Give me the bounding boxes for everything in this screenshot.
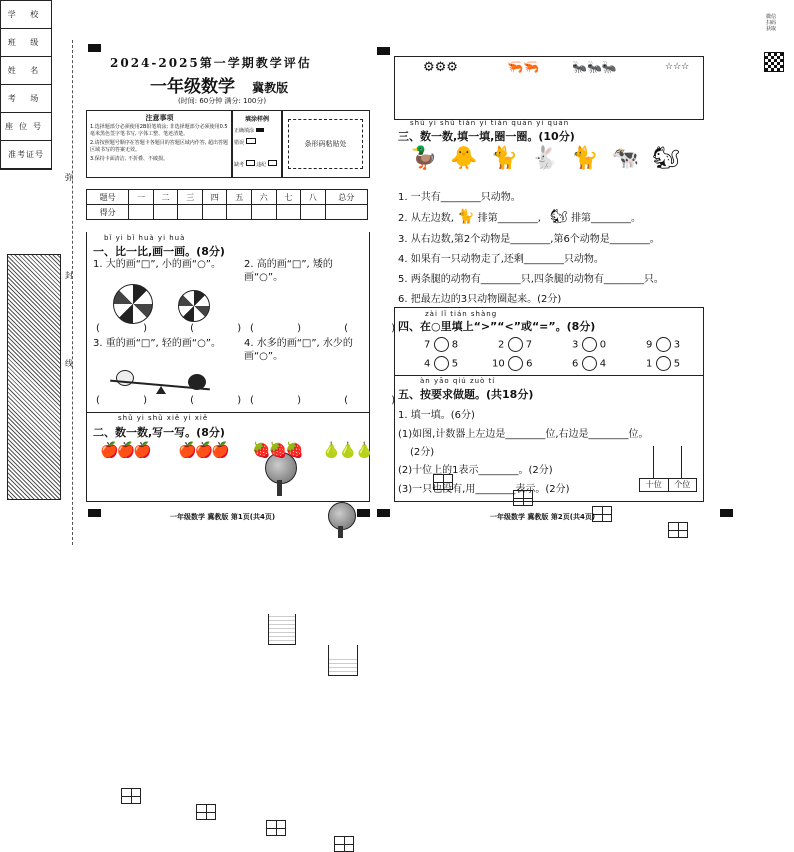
violation-box[interactable] xyxy=(268,160,277,166)
exam-title: 2024-2025第一学期教学评估 xyxy=(110,56,312,70)
compare-circle[interactable] xyxy=(656,356,671,371)
q3-text: 3. 重的画“□”, 轻的画“○”。 xyxy=(93,338,221,349)
compare-item: 7 8 xyxy=(424,337,458,352)
score-cell[interactable] xyxy=(202,205,227,220)
compare-circle[interactable] xyxy=(656,337,671,352)
edition-label: 冀教版 xyxy=(252,81,289,95)
s3-q2 xyxy=(398,209,641,225)
fruit-group-3: 🍓🍓🍓 xyxy=(252,441,303,459)
q1-answer-brackets[interactable]: ( ) ( ) xyxy=(96,323,262,334)
s3-q4: 4. 如果有一只动物走了,还剩________只动物。 xyxy=(398,254,604,265)
section2-title: 二、数一数,写一写。(8分) xyxy=(93,426,225,439)
filled-sample xyxy=(256,128,264,132)
score-header: 题号 xyxy=(87,190,129,205)
corner-mark xyxy=(88,44,101,52)
squirrel-small-icon: 🐿 xyxy=(550,209,568,225)
time-info: (时间: 60分钟 满分: 100分) xyxy=(178,97,267,105)
corner-mark xyxy=(377,47,390,55)
score-cell[interactable] xyxy=(252,205,277,220)
big-ball-icon xyxy=(113,284,153,324)
s5-q1-1: (1)如图,计数器上左边是________位,右边是________位。 xyxy=(398,429,649,440)
s3-q1: 1. 一共有________只动物。 xyxy=(398,192,521,203)
notice-title: 注意事项 xyxy=(145,114,174,122)
fruit-group-1: 🍎🍎🍎 xyxy=(100,441,151,459)
notice-item: 1.选择题部分必须使用2B铅笔填涂; 非选择题部分必须使用0.5毫米黑色签字笔书写, 字体工整、笔迹清楚。 xyxy=(90,124,228,137)
fill-example-box xyxy=(231,110,283,178)
compare-circle[interactable] xyxy=(508,337,523,352)
star-icon: ☆☆☆ xyxy=(665,62,690,72)
barcode-area xyxy=(281,110,370,178)
writing-grid[interactable] xyxy=(196,804,216,820)
compare-item: 4 5 xyxy=(424,356,458,371)
corner-mark xyxy=(88,509,101,517)
footer-right: 一年级数学 冀教版 第2页(共4页) xyxy=(490,513,596,521)
corner-mark xyxy=(720,509,733,517)
ant-icon: 🐜🐜🐜 xyxy=(572,60,617,74)
corner-mark xyxy=(377,509,390,517)
compare-circle[interactable] xyxy=(508,356,523,371)
absent-row xyxy=(234,160,280,168)
seal-char-3: 线 xyxy=(65,359,73,368)
seal-char-2: 封 xyxy=(65,271,73,280)
animal-row xyxy=(410,146,680,172)
cat-icon: 🐈 xyxy=(490,146,519,171)
score-header-row xyxy=(87,190,368,205)
fill-example-title: 填涂样例 xyxy=(244,116,269,123)
cat-small-icon: 🐈 xyxy=(457,209,475,225)
score-header: 总分 xyxy=(325,190,367,205)
s3-q6: 6. 把最左边的3只动物圈起来。(2分) xyxy=(398,294,562,305)
absent-label: 缺考 xyxy=(234,162,245,168)
compare-circle[interactable] xyxy=(582,337,597,352)
fruit-group-2: 🍎🍎🍎 xyxy=(178,441,229,459)
seesaw-icon xyxy=(110,366,210,392)
notice-item: 2.请按照题号顺序在答题卡各题目的答题区域内作答, 超出答题区域书写的答案无效。 xyxy=(90,140,228,153)
seal-char-1: 弥 xyxy=(65,173,73,182)
fill-wrong-row xyxy=(234,138,280,146)
q4-answer-brackets[interactable]: ( ) ( ) xyxy=(250,395,416,406)
section3-title: 三、数一数,填一填,圈一圈。(10分) xyxy=(398,130,575,143)
section1-title: 一、比一比,画一画。(8分) xyxy=(93,245,225,258)
score-cell[interactable] xyxy=(325,205,367,220)
corner-mark xyxy=(357,509,370,517)
student-info-table xyxy=(0,0,52,170)
footer-left: 一年级数学 冀教版 第1页(共4页) xyxy=(170,513,276,521)
score-header: 三 xyxy=(178,190,203,205)
score-header: 八 xyxy=(301,190,326,205)
score-row xyxy=(87,205,368,220)
barcode-label: 条形码粘贴处 xyxy=(288,119,363,169)
s5-q1-2: (2)十位上的1表示________。(2分) xyxy=(398,465,553,476)
section4-title: 四、在○里填上“>”“<”或“=”。(8分) xyxy=(398,320,596,333)
notice-item: 3.保持卡面清洁, 不折叠、不破损。 xyxy=(90,156,168,162)
writing-grid[interactable] xyxy=(121,788,141,804)
s5-q1: 1. 填一填。(6分) xyxy=(398,410,475,421)
writing-grid[interactable] xyxy=(668,522,688,538)
chick-icon: 🐥 xyxy=(450,146,478,171)
s3-q3: 3. 从右边数,第2个动物是________,第6个动物是________。 xyxy=(398,234,660,245)
score-cell[interactable] xyxy=(129,205,154,220)
score-row-label: 得分 xyxy=(87,205,129,220)
section2-pinyin: shǔ yi shǔ xiě yi xiě xyxy=(118,414,209,422)
side-label-name: 姓 名 xyxy=(1,57,51,85)
abacus-tens-label: 十位 xyxy=(640,479,669,491)
compare-circle[interactable] xyxy=(582,356,597,371)
duck-icon: 🦆 xyxy=(410,146,438,171)
q3-answer-brackets[interactable]: ( ) ( ) xyxy=(96,395,262,406)
section1-pinyin: bǐ yi bǐ huà yi huà xyxy=(104,234,186,242)
qr-label: 微信扫码获取 xyxy=(766,14,777,32)
rabbit-icon: 🐇 xyxy=(531,146,559,171)
fill-correct-label: 正确填涂 xyxy=(234,128,255,134)
score-header: 二 xyxy=(153,190,178,205)
section5-pinyin: àn yāo qiú zuò tí xyxy=(420,377,496,385)
small-ball-icon xyxy=(178,290,210,322)
compare-item: 2 7 xyxy=(498,337,532,352)
light-apple-icon xyxy=(116,370,134,386)
side-label-class: 班 级 xyxy=(1,29,51,57)
score-cell[interactable] xyxy=(178,205,203,220)
shrimp-icon: 🦐🦐 xyxy=(507,60,540,75)
score-cell[interactable] xyxy=(301,205,326,220)
violation-label: 违纪 xyxy=(256,162,267,168)
fill-wrong-label: 错误 xyxy=(234,140,245,146)
score-header: 六 xyxy=(252,190,277,205)
compare-item: 6 4 xyxy=(572,356,606,371)
side-hatch-area xyxy=(7,254,61,500)
abacus-ones-label: 个位 xyxy=(674,480,691,489)
q4-text: 4. 水多的画“□”, 水少的画“○”。 xyxy=(244,338,353,362)
short-tree-icon xyxy=(328,502,358,540)
score-cell[interactable] xyxy=(227,205,252,220)
squirrel-icon: 🐿 xyxy=(652,146,680,171)
wrong-sample xyxy=(246,138,256,144)
cup-less-water-icon xyxy=(328,645,358,676)
absent-box[interactable] xyxy=(246,160,255,166)
cup-more-water-icon xyxy=(268,614,296,645)
compare-circle[interactable] xyxy=(434,337,449,352)
score-header: 一 xyxy=(129,190,154,205)
section3-pinyin: shǔ yi shǔ tián yi tián quān yi quān xyxy=(410,119,570,127)
compare-item: 1 5 xyxy=(646,356,680,371)
writing-grid[interactable] xyxy=(266,820,286,836)
qr-code-icon[interactable] xyxy=(764,52,784,72)
score-cell[interactable] xyxy=(153,205,178,220)
score-header: 四 xyxy=(202,190,227,205)
score-table xyxy=(86,189,368,220)
fruit-group-4: 🍐🍐🍐 xyxy=(322,441,373,459)
notice-box xyxy=(86,110,233,178)
side-label-school: 学 校 xyxy=(1,1,51,29)
s3-q5: 5. 两条腿的动物有________只,四条腿的动物有________只。 xyxy=(398,274,664,285)
compare-item: 10 6 xyxy=(492,356,532,371)
compare-item: 3 0 xyxy=(572,337,606,352)
cow-icon: 🐄 xyxy=(611,146,640,171)
section4-pinyin: zài lǐ tián shàng xyxy=(425,310,498,318)
section5-title: 五、按要求做题。(共18分) xyxy=(398,388,534,401)
subject-title: 一年级数学 xyxy=(150,77,235,97)
compare-circle[interactable] xyxy=(434,356,449,371)
s5-q1-1-score: (2分) xyxy=(410,447,435,458)
seal-dashed-line xyxy=(72,40,73,545)
q2-answer-brackets[interactable]: ( ) ( ) xyxy=(250,323,416,334)
s3-q2-part-b: 排第________, xyxy=(477,213,541,224)
subject-line xyxy=(150,72,288,97)
q2-text: 2. 高的画“□”, 矮的画“○”。 xyxy=(244,259,333,283)
side-label-ticket: 准考证号 xyxy=(1,141,51,169)
fill-correct-row xyxy=(234,127,280,134)
s3-q2-part-c: 排第________。 xyxy=(571,213,642,224)
abacus-icon xyxy=(639,446,697,492)
side-label-room: 考 场 xyxy=(1,85,51,113)
score-header: 五 xyxy=(227,190,252,205)
writing-grid[interactable] xyxy=(334,836,354,852)
cat2-icon: 🐈 xyxy=(571,146,599,171)
score-header: 七 xyxy=(276,190,301,205)
compare-item: 9 3 xyxy=(646,337,680,352)
s5-q1-3: (3)一只也没有,用________表示。(2分) xyxy=(398,484,570,495)
side-label-seat: 座位号 xyxy=(1,113,51,141)
score-cell[interactable] xyxy=(276,205,301,220)
gears-icon: ⚙⚙⚙ xyxy=(423,60,458,75)
q1-text: 1. 大的画“□”, 小的画“○”。 xyxy=(93,259,221,270)
s3-q2-part-a: 2. 从左边数, xyxy=(398,213,454,224)
